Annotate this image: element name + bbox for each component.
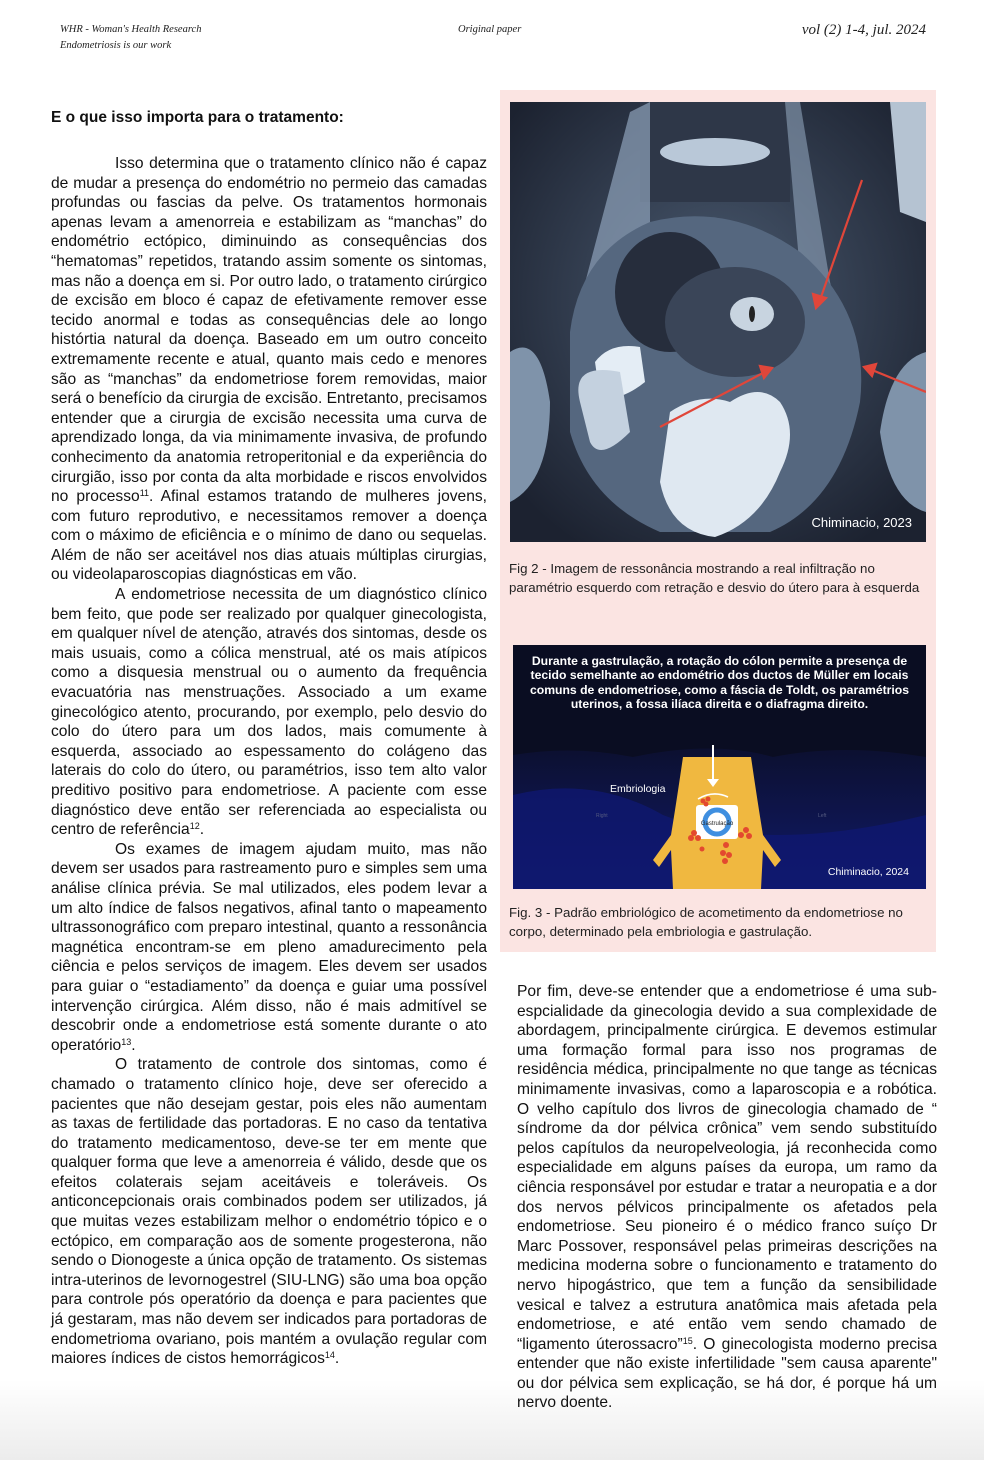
figure-3-title: Durante a gastrulação, a rotação do cólon permite a presença de tecido semelhante ao endométrio dos ductos de Müller em locais comuns de endometriose, como a fáscia de Toldt, os paramétrios uterinos, a fossa ilíaca direita e o diafragma direito. — [529, 654, 910, 711]
left-column — [51, 108, 487, 1369]
reference-marker[interactable]: 12 — [189, 821, 200, 832]
reference-marker[interactable]: 15 — [682, 1335, 693, 1346]
reference-marker[interactable]: 13 — [121, 1036, 132, 1047]
body-paragraph: Isso determina que o tratamento clínico não é capaz de mudar a presença do endométrio no permeio das camadas profundas ou fascias da pelve. Os tratamentos hormonais apenas levam a amenorreia e estabilizam as “manchas” do endométrio ectópico, diminuindo as consequências dos “hematomas” repetidos, tratando assim somente os sintomas, mas não a doença em si. Por outro lado, o tratamento cirúrgico de excisão em bloco é capaz de efetivamente remover esse tecido anormal e todas as consequências dele ao longo histórtia natural da doença. Baseado em um outro conceito extremamente recente e atual, quanto mais cedo e menores são as “manchas” da endometriose forem removidas, maior será o benefício da cirurgia de excisão. Entretanto, precisamos entender que a cirurgia de excisão necessita uma curva de aprendizado longa, da via minimamente invasiva, de profundo conhecimento da anatomia retroperitonial e da experiência do cirurgião, isso por conta da alta morbidade e riscos envolvidos no processo$^{11}$. Afinal estamos tratando de mulheres jovens, com futuro reprodutivo, e necessitamos remover a doença com o máximo de eficiência e o mínimo de dano ou sequelas. Além de não ser aceitável nos dias atuais múltiplas cirurgias, ou videolaparoscopias diagnósticas em vão. — [51, 155, 488, 584]
body-paragraph: Por fim, deve-se entender que a endometriose é uma sub-espcialidade da ginecologia devido a sua complexidade de abordagem, principalmente cirúrgica. E devemos estimular uma formação formal para isso nos programas de residência médica, principalmente no que tange as técnicas minimamente invasivas, como a laparoscopia e a robótica. O velho capítulo dos livros de ginecologia chamado de “ síndrome da dor pélvica crônica” vem sendo substituído pelos capítulos da neuropelveologia, já reconhecida como especialidade em alguns países da europa, um ramo da ciência responsável por estudar e tratar a neuropatia e a dor dos nervos pélvicos principalmente os afetados pela endometriose. Seu pioneiro é o médico franco suíço Dr Marc Possover, responsável pelas primeiras descrições na medicina moderna sobre o funcionamento e tratamento do nervo hipogástrico, que tem a função da sensibilidade vesical e talvez a estrutura anatômica mais afetada pela endometriose, e até então vem sendo chamado de “ligamento úterossacro”$^{15}$. O ginecologista moderno precisa entender que não existe infertilidade "sem causa aparente" ou dor pélvica sem explicação, se há dor, é porque há um nervo doente. — [517, 983, 937, 1412]
figure-3-caption: Fig. 3 - Padrão embriológico de acometimento da endometriose no corpo, determinado pela embriologia e gastrulação. — [509, 905, 903, 939]
mri-scan-illustration — [510, 102, 926, 542]
right-label: Right — [596, 813, 608, 819]
svg-text:Gastrulação: Gastrulação — [700, 821, 734, 827]
journal-tagline: Endometriosis is our work — [60, 40, 172, 51]
reference-marker[interactable]: 14 — [324, 1350, 335, 1361]
body-paragraph: A endometriose necessita de um diagnóstico clínico bem feito, que pode ser realizado por qualquer ginecologista, em qualquer nível de atenção, através dos sintomas, desde os mais usuais, como a cólica menstrual, até os mais atípicos como a disquesia menstrual ou o aumento da frequência evacuatória nas menstruações. Associado a um exame ginecológico atento, procurando, por exemplo, pelo desvio do colo do útero para um dos lados, mais comumente à esquerda, associado ao espessamento do colágeno das laterais do colo do útero, ou paramétrios, isso tem alto valor preditivo positivo para endometriose. A paciente com esse diagnóstico deve então ser referenciada ao especialista ou centro de referência$^{12}$. — [51, 586, 487, 839]
body-paragraph: Os exames de imagem ajudam muito, mas não devem ser usados para rastreamento puro e simples sem uma análise clínica prévia. Se mal utilizados, eles podem levar a um alto índice de falsos negativos, afinal tanto o mapeamento ultrassonográfico com preparo intestinal, quanto a ressonância magnética encontram-se em pleno amadurecimento pela ciência e pelos serviços de imagem. Eles devem ser usados para guiar o “estadiamento” da doença e guiar uma possível intervenção cirúrgica. Além disso, não é mais admitível se descobrir onde a endometriose está somente durante o ato operatório$^{13}$. — [51, 840, 487, 1054]
section-heading: E o que isso importa para o tratamento: — [51, 109, 344, 126]
embryology-label: Embriologia — [610, 783, 666, 795]
figure-3-embryology-diagram — [513, 645, 926, 889]
body-paragraph: O tratamento de controle dos sintomas, como é chamado o tratamento clínico hoje, deve ser oferecido a pacientes que não desejam gestar, pois eles não aumentam as taxas de fertilidade das portadoras. E no caso da tentativa do tratamento medicamentoso, deve-se ter em mente que qualquer forma que leve a amenorreia é válido, desde que os efeitos colaterais sejam aceitáveis e toleráveis. Os anticoncepcionais orais combinados podem ser utilizados, já que muitas vezes estabilizam melhor o endométrio tópico e o ectópico, em comparação aos de somente progesterona, não sendo o Dionogeste a única opção de tratamento. Os sistemas intra-uterinos de levornogestrel (SIU-LNG) são uma boa opção para controle pós operatório da doença e para pacientes que já gestaram, mas não devem ser indicados para portadoras de endometrioma ovariano, pois mantém a ovulação regular com maiores índices de cistos hemorrágicos$^{14}$. — [51, 1056, 487, 1368]
figure-panel — [500, 90, 936, 952]
figure-2-mri-image — [510, 102, 926, 542]
right-column — [517, 982, 937, 1413]
issue-info: vol (2) 1-4, jul. 2024 — [801, 22, 926, 38]
running-header-left — [60, 22, 201, 54]
left-label: Left — [818, 813, 827, 819]
figure-3-credit: Chiminacio, 2024 — [827, 866, 909, 878]
figure-2-credit: Chiminacio, 2023 — [811, 515, 912, 530]
article-type: Original paper — [458, 24, 522, 35]
journal-name: WHR - Woman's Health Research — [60, 24, 202, 35]
figure-2-caption: Fig 2 - Imagem de ressonância mostrando a real infiltração no paramétrio esquerdo com retração e desvio do útero para à esquerda — [509, 561, 920, 595]
reference-marker[interactable]: 11 — [139, 488, 150, 499]
